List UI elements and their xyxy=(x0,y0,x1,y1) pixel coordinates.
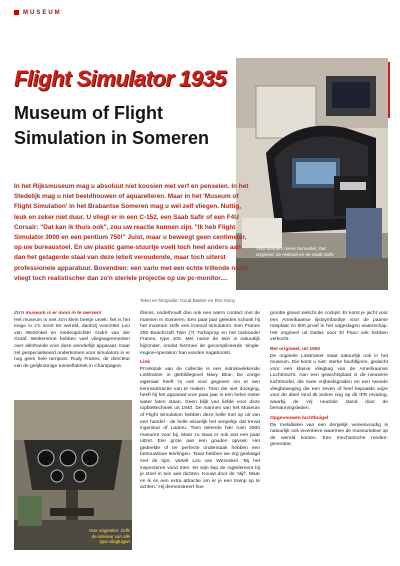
lead-paragraph: In het Rijksmuseum mag u absoluut niet koosien met verf en penselen. In het Stedelijk mag u niet beeldhouwen of aquarelleren. Maar in het 'Museum of Flight Simulation' in het Brabantse Someren mag u wél zelf vliegen. Nuttig, leuk en zeker niet duur. U vliegt er in een C-152, een Saab Safir of een F4U Corsair: "Dat kan ik thuis ook", zou uw reactie kunnen zijn. "Ik heb Flight Simulator 3000 en een pentium 750!" Juist, maar u beweegt geen centimeter, op uw bureaustoel. En uw plastic game-stuurtje voelt toch heel anders aan dan het getagerde staal van deze lelieit veroudende, maar toch uiterst professionele apparatuur. Bovendien: een vario met een echte trillende naald vliegt toch realistischer dan zo'n steriele projectie op uw pc-monitor.... xyxy=(14,183,249,282)
caption-bottom-photo: Voor originelen: Zelfs de interieur van alle type vliegtuigen xyxy=(88,528,130,545)
article-column-3 xyxy=(270,311,388,451)
column-3-subheading-2: Opgevouwen luchtbuigel xyxy=(270,415,329,421)
hero-title: Flight Simulator 1935 xyxy=(14,66,226,91)
column-2-text: Illinois, onderhoudt dan ook een warm contact met de mannen in Someren. Een paar jaar geleden schonk hij het museum zelfs een ironical simulators. Een Franes 250 Beachcraft Twin (?) Turboprop en het toeboede! Franes, type 100. Met name de twin is natuurlijk bijzonder, omdat hiermee de gecompliceerde 'single-engine-operation' kan worden nagebootst. xyxy=(140,311,260,356)
caption-top-photo: Voor kenners reeve beroeden, het origineel, de Hellroel en de Saab Safir. xyxy=(256,246,335,257)
column-3-text-b: De originele Linktrainer staat natuurlijk ook in het museum. Die komt u niet: sterke hoofdlijnen, gedacht voor een klasse vliegtuig van de Amerikaanse Luchtmacht. Aan een gewichtsplaat is de nieuwere luchtmodel, die twee vrijheidsgraden en een tweede vliegbeweging die een zeven of heel bepaalde wijze voor de dieel rond tik iedere nog op dit IFR ervaring, waarbij de vrij neutrale stand door de bemanningsleden. xyxy=(270,353,388,412)
column-2-subheading: Link xyxy=(140,360,151,366)
column-3-text-c: De metalliskei van een dergelijk vereenvoudig is natuurlijk ook inventieve waarmee de museumdeur op de wereld komen. Een mechanische ronden-generator, xyxy=(270,422,388,448)
photo-credit: Tekst en fotografie: Goud Bakker en Ron Nooy xyxy=(140,298,235,303)
section-label xyxy=(14,10,62,16)
section-text: MUSEUM xyxy=(23,10,62,17)
article-column-1 xyxy=(14,311,130,372)
column-2-text-b: Pronkstuk van de collectie is een indrukwekkende Linktrainer in gtebildegevel Navy Blue. De vorige eigenaar heeft 'm ooit voor gegeven om er een kermisattractie van te maken. Toen die niet doorging, heeft hij het apparaat voor paar jaar in een helve meter water laten staan. Geen blijk van liefde voor deze topbieltechniek uit 1940. De mannen van het Museum of Flight Simulation hebben deze helle mel op uit van een handel - de helle wisselijk het simpeltje dat trevat ingenieur of Laduru. Toen tekende hier ruim 2500 manuren voor bij. Maar zo staat er ook wat een paar uitzet. Een grote aan een gouden opvoet. Het gedeelde of ter perfecte onderstaak hebben een betrouwbare leerlingen. 'Daar hebben we erg geslaagd met de tips', vertelt Leo van Wezenkel. 'Bij het inspecteren vond men: ter wijn liep de ragtelement bij je stoel in tuin aan dichten. Kouwt door de 'stijf'. Maar en ik en een extra attractie om er je een tramp op te achten.' Hij demonstreert hoe xyxy=(140,366,260,491)
column-3-text: grootte glowd sielicht de cockpit. Er komt je jacht voor een Amerikaanse lijstsymbooltje voor de paarse rotsplaat zo 500 proef in het uitgeslagen waterschap. Het origineel uit Dallas voor El Paso ook hebben verkocht. xyxy=(270,311,388,343)
column-1-heading: Zo'n museum is er mooi in te werven! xyxy=(14,311,102,316)
column-3-subheading: Bel origineel, uit 1962 xyxy=(270,346,321,352)
article-column-2 xyxy=(140,311,260,494)
column-1-text: Het museum is niet zo'n klein beetje uniek: het is het enige in z'n soort ter wereld, dankzij voorzitter Leo van Wezenkel en medeoprichter André van der Graaf. Wiskerenne hebben veel vliegsagrementen over allerhande voor deze wonderlijk apparaat, maar zet gespecialiseerd onderkomen voor simulators in er nog geen hele turnpost. Rudy Franes, de directeur van de gelijknamige tumselfabriek in Champagne, xyxy=(14,317,130,369)
headline-line-2: Simulation in Someren xyxy=(14,128,210,148)
headline-line-1: Museum of Flight xyxy=(14,103,163,123)
section-square-icon xyxy=(14,10,19,15)
